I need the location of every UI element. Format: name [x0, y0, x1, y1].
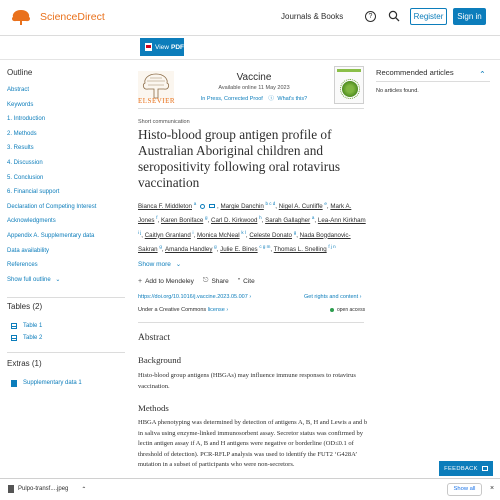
site-header — [0, 0, 500, 36]
elsevier-wordmark: ELSEVIER — [138, 97, 176, 105]
recommended-title: Recommended articles — [376, 68, 454, 77]
outline-item-financial-support[interactable]: 6. Financial support — [7, 189, 60, 196]
article-title: Histo-blood group antigen profile of Australian Aboriginal children and seropositivity following oral rotavirus vaccination — [138, 127, 341, 190]
available-online: Available online 11 May 2023 — [218, 85, 290, 91]
divider — [7, 352, 125, 353]
extras-title: Extras (1) — [7, 359, 42, 368]
author-link[interactable]: Julie E. Bines — [220, 245, 258, 253]
author-link[interactable]: Karen Boniface — [160, 217, 204, 225]
author-affil: h — [259, 215, 262, 221]
show-more-label: Show more — [138, 261, 171, 268]
view-pdf-button[interactable] — [140, 38, 184, 56]
cover-header — [337, 69, 361, 72]
methods-heading: Methods — [138, 403, 169, 413]
help-icon: ⓘ — [268, 96, 274, 102]
supplementary-icon — [11, 380, 17, 387]
mail-icon[interactable] — [209, 204, 215, 208]
download-item[interactable] — [8, 485, 86, 493]
in-press-link[interactable]: In Press, Corrected Proof — [200, 96, 263, 102]
chevron-up-icon[interactable]: ⌃ — [81, 486, 87, 493]
download-filename: Pulpo-transf....jpeg — [18, 486, 69, 492]
author-affil: g — [159, 243, 162, 249]
author-affil: f j n — [328, 243, 336, 249]
author-link[interactable]: Lea-Ann Kirkham — [317, 217, 366, 225]
author-affil: k l — [241, 229, 246, 235]
outline-title: Outline — [7, 68, 33, 77]
outline-item-acknowledgments[interactable]: Acknowledgments — [7, 218, 56, 225]
supplementary-data-label: Supplementary data 1 — [23, 380, 82, 386]
view-label: View — [155, 43, 169, 51]
outline-item-keywords[interactable]: Keywords — [7, 101, 34, 108]
author-affil: a — [311, 215, 315, 221]
feedback-label: FEEDBACK — [444, 465, 478, 472]
rights-link[interactable] — [304, 294, 362, 300]
author-link[interactable]: Bianca F. Middleton — [138, 203, 192, 211]
cite-label: Cite — [243, 277, 255, 285]
outline-item-references[interactable]: References — [7, 262, 38, 269]
help-icon[interactable]: ? — [365, 11, 376, 22]
whats-this-link[interactable]: What's this? — [277, 96, 308, 102]
author-affil: a — [193, 201, 197, 206]
add-to-mendeley-button[interactable] — [138, 277, 194, 285]
author-link[interactable]: Sarah Gallagher — [265, 217, 311, 225]
license-line — [138, 307, 228, 313]
author-affil: f — [156, 215, 158, 221]
table-icon — [11, 335, 17, 341]
share-icon: ⎋ — [202, 277, 209, 284]
search-icon[interactable] — [388, 10, 400, 22]
author-link[interactable]: Thomas L. Snelling — [273, 245, 327, 253]
show-full-outline-label: Show full outline — [7, 276, 51, 283]
person-icon[interactable] — [200, 204, 205, 209]
author-affil: b c d — [265, 201, 276, 206]
author-affil: i — [192, 229, 194, 235]
close-icon[interactable]: × — [490, 485, 495, 492]
journal-cover[interactable] — [334, 66, 364, 104]
open-access-label: open access — [337, 307, 366, 313]
divider — [138, 322, 364, 323]
table-2-link[interactable] — [7, 332, 125, 344]
author-affil: e — [324, 201, 327, 206]
author-affil: i j — [138, 229, 142, 235]
author-list: Bianca F. Middleton $^a$ , Margie Danchin $^{b c d}$, Nigel A. Cunliffe $^e$, Mark A. Jones $^f$, Karen Boniface $^g$, Carl D. Kirkwood $^h$, Sarah Gallagher $^a$, Lea-Ann Kirkham $^{i j}$, Caitlyn Granland $^i$, Monica McNeal $^{k l}$, Celeste Donato $^g$, Nada Bogdanovic-Sakran $^g$, Amanda Handley $^g$, Julie E. Bines $^{c g m}$, Thomas L. Snelling $^{f j n}$ — [138, 201, 366, 253]
rights-text: Get rights and content — [304, 294, 359, 300]
outline-item-discussion[interactable]: 4. Discussion — [7, 159, 43, 166]
author-link[interactable]: Monica McNeal — [196, 231, 240, 239]
journal-name[interactable]: Vaccine — [236, 72, 272, 83]
feedback-button[interactable] — [439, 461, 493, 476]
abstract-heading: Abstract — [138, 333, 171, 343]
open-access-badge — [330, 307, 365, 313]
extras-panel — [7, 359, 125, 389]
methods-text: HBGA phenotyping was determined by detection of antigens A, B, H and Lewis a and b in saliva using enzyme-linked immunosorbent assay. Secretor status was confirmed by lectin antigen assay if A, B and H antigens were negative or borderline (OD≤0.1 of threshold of detection). PCR-RFLP analysis was used to identify the FUT2 ‘G428A’ mutation in a subset of participants who were non-secretors. — [138, 419, 368, 469]
supplementary-data-link[interactable] — [7, 377, 125, 389]
background-heading: Background — [138, 355, 181, 365]
elsevier-tree-logo — [8, 8, 34, 26]
author-affil: g — [205, 215, 208, 221]
outline-panel — [7, 68, 125, 287]
doi-link[interactable] — [138, 294, 251, 300]
tables-title: Tables (2) — [7, 302, 43, 311]
article-actions — [138, 277, 264, 285]
table-1-link[interactable] — [7, 320, 125, 332]
sign-in-button[interactable]: Sign in — [453, 8, 486, 25]
show-all-button[interactable]: Show all — [447, 483, 482, 496]
table-2-label: Table 2 — [23, 335, 43, 341]
sciencedirect-logo[interactable] — [8, 8, 105, 26]
divider — [376, 81, 490, 82]
article-type: Short communication — [138, 119, 190, 125]
author-link[interactable]: Caitlyn Granland — [144, 231, 191, 239]
journals-books-link[interactable]: Journals & Books — [281, 12, 344, 21]
pdf-label: PDF — [170, 43, 184, 51]
outline-item-data-availability[interactable]: Data availability — [7, 247, 50, 254]
file-icon — [8, 485, 14, 493]
recommended-empty: No articles found. — [376, 88, 419, 94]
open-access-icon — [330, 308, 334, 312]
share-button[interactable] — [203, 277, 229, 285]
chevron-up-icon[interactable]: ⌄ — [479, 69, 486, 78]
author-link[interactable]: Nigel A. Cunliffe — [278, 203, 323, 211]
outline-item-abstract[interactable]: Abstract — [7, 87, 30, 93]
background-text: Histo-blood group antigens (HBGAs) may influence immune responses to rotavirus vaccination. — [138, 372, 356, 390]
show-more-button[interactable] — [138, 260, 181, 268]
outline-item-results[interactable]: 3. Results — [7, 145, 34, 152]
author-affil: c g m — [259, 243, 271, 249]
article-toolbar — [0, 36, 500, 60]
license-prefix: Under a Creative Commons — [138, 307, 207, 313]
author-link[interactable]: Mark A. Jones — [138, 203, 352, 225]
cover-virus-image — [342, 81, 358, 97]
author-link[interactable]: Amanda Handley — [164, 245, 213, 253]
download-bar — [0, 478, 500, 500]
outline-item-competing-interest[interactable]: Declaration of Competing Interest — [7, 203, 97, 210]
in-press-line — [198, 94, 310, 102]
outline-item-appendix[interactable]: Appendix A. Supplementary data — [7, 232, 95, 239]
register-button[interactable]: Register — [410, 8, 447, 25]
author-link[interactable]: Margie Danchin — [220, 203, 264, 211]
divider — [7, 297, 125, 298]
table-icon — [11, 323, 17, 329]
chevron-right-icon: › — [249, 294, 252, 300]
author-link[interactable]: Carl D. Kirkwood — [210, 217, 258, 225]
cite-button[interactable] — [238, 277, 255, 285]
license-link[interactable]: license — [207, 307, 225, 313]
outline-item-conclusion[interactable]: 5. Conclusion — [7, 174, 44, 181]
add-to-mendeley-label: Add to Mendeley — [145, 277, 194, 285]
table-1-label: Table 1 — [23, 323, 43, 329]
brand-name: ScienceDirect — [40, 11, 105, 23]
author-link[interactable]: Celeste Donato — [249, 231, 292, 239]
outline-item-introduction[interactable]: 1. Introduction — [7, 116, 46, 123]
chevron-right-icon: › — [359, 294, 362, 300]
show-full-outline-link[interactable] — [7, 273, 125, 288]
outline-item-methods[interactable]: 2. Methods — [7, 130, 37, 137]
feedback-icon — [482, 466, 488, 471]
author-affil: g — [214, 243, 217, 249]
author-affil: g — [293, 229, 297, 235]
chevron-right-icon: › — [226, 307, 229, 313]
doi-text: https://doi.org/10.1016/j.vaccine.2023.05.007 — [138, 294, 248, 300]
author-link[interactable]: Nada Bogdanovic-Sakran — [138, 231, 351, 253]
divider — [138, 108, 364, 109]
chevron-down-icon: ⌄ — [55, 276, 61, 283]
share-label: Share — [211, 277, 229, 285]
chevron-down-icon: ⌄ — [175, 261, 182, 268]
cite-icon: ” — [237, 277, 241, 285]
pdf-icon — [145, 43, 152, 51]
plus-icon: + — [138, 277, 143, 285]
tables-panel — [7, 302, 125, 344]
